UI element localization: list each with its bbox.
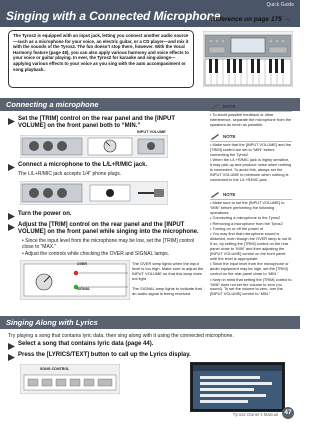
- section-title-singing: Singing Along with Lyrics: [6, 318, 98, 327]
- note-2-label: NOTE: [223, 134, 236, 139]
- note-3-item: • Connecting a microphone to the Tyros2: [210, 215, 281, 221]
- note-1-item: • To avoid possible feedback or other interference, separate the microphone from the speakers as much as possible.: [210, 112, 292, 127]
- note-pen-icon: [210, 191, 220, 198]
- step-4-marker-icon: [8, 224, 15, 231]
- note-3-item: • Removing a microphone from the Tyros2: [210, 220, 283, 226]
- note-2-item: • When the L/L+R/MIC jack is highly sensitive, it may pick up and produce noise when nothing is connected. To avoid this, always set the INPUT VOLUME to minimum when nothing is connected to the L/L+R/MIC jack.: [210, 157, 292, 182]
- keyboard-illustration: [203, 31, 293, 87]
- note-3-item: • Turning on or off the power of: [210, 226, 264, 232]
- step-5-text: Select a song that contains lyric data (page 44).: [18, 341, 154, 347]
- note-1-label: NOTE: [223, 104, 236, 109]
- step-2-marker-icon: [8, 164, 15, 171]
- note-1: [210, 103, 292, 128]
- over-lamp-label: OVER: [77, 262, 87, 266]
- note-pen-icon: [210, 103, 220, 110]
- input-volume-label: INPUT VOLUME: [137, 130, 166, 134]
- singing-intro: Try playing a song that contains lyric data, then sing along with it using the connected microphone.: [8, 333, 234, 339]
- section-title-connect: Connecting a microphone: [6, 100, 99, 109]
- note-3-body: [210, 201, 292, 297]
- step-4-text: Adjust the [TRIM] control on the rear panel and the [INPUT VOLUME] on the front panel while singing into the microphone.: [18, 222, 199, 235]
- song-control-panel: [20, 364, 120, 394]
- note-3-item: • Make sure to set the [INPUT VOLUME] to “MIN” before performing the following operations:: [210, 200, 285, 215]
- note-3: [210, 191, 292, 298]
- signal-lamp-label: SIGNAL: [77, 287, 91, 291]
- panel-illustration-2: [20, 181, 168, 205]
- step-6-text: Press the [LYRICS/TEXT] button to call up the Lyrics display.: [18, 352, 191, 358]
- over-lamp-description: The OVER lamp lights when the input level is too high. Make sure to adjust the INPUT VOLUME so that this lamp does not light.: [132, 261, 204, 281]
- step-3-text: Turn the power on.: [18, 211, 72, 217]
- step-4-bullet-2: • Adjust the controls while checking the OVER and SIGNAL lamps.: [22, 251, 170, 257]
- step-1-marker-icon: [8, 118, 15, 125]
- step-3-marker-icon: [8, 213, 15, 220]
- note-2-body: [210, 143, 292, 183]
- reference-link[interactable]: Reference on page 175 →: [210, 16, 290, 23]
- step-5-marker-icon: [8, 343, 15, 350]
- intro-box: The Tyros2 is equipped with an input jack, letting you connect another audio source—such as a microphone for your voice, an electric guitar, or a CD player—and mix it with the sounds of the Tyros2. The fun doesn’t stop there, however. With the Vocal Harmony feature (page 48), you can also apply various harmony and voice effects to your voice or guitar playing. In ever, the Tyros2 for karaoke and sing-alongs—applying various effects to your voice as you sing with the auto accompaniment or song playback.: [8, 30, 194, 88]
- step-2-text: Connect a microphone to the L/L+R/MIC jack.: [18, 162, 148, 168]
- step-6-marker-icon: [8, 354, 15, 361]
- page-title: Singing with a Connected Microphone: [6, 9, 221, 23]
- panel-illustration-1: [20, 135, 168, 158]
- note-2-item: • Make sure that the [INPUT VOLUME] and the [TRIM] control are set to “MIN” before connecting the Tyros2.: [210, 142, 292, 157]
- manual-name: Tyros2 Owner’s Manual: [232, 412, 278, 417]
- note-2: [210, 133, 292, 183]
- quick-guide-tag: Quick Guide: [266, 2, 294, 8]
- note-3-item: • You may find that microphone sound is distorted, even though the OVER lamp is not lit. If so, try setting the [TRIM] control on the rear panel close to “MIN” and then adjusting the [INPUT VOLUME] control on the front panel until the level is appropriate.: [210, 231, 292, 261]
- note-pen-icon: [210, 133, 220, 140]
- note-1-body: [210, 113, 292, 128]
- step-4-bullet-1: • Since the input level from the microphone may be low, set the [TRIM] control close to “MAX.”: [22, 238, 195, 251]
- signal-lamp-description: The SIGNAL lamp lights to indicate that an audio signal is being received.: [132, 286, 202, 296]
- step-2-sub: The L/L+R/MIC jack accepts 1/4" phone plugs.: [18, 171, 122, 177]
- section-singing: [0, 316, 300, 329]
- lyrics-display: [190, 362, 285, 412]
- note-3-label: NOTE: [223, 192, 236, 197]
- note-3-item: • Since the input level from the microphone or audio equipment may be high, set the [TRIM] control on the rear panel close to “MIN.”: [210, 261, 289, 277]
- page-number: 47: [282, 407, 294, 419]
- note-3-item: • Keep in mind that setting the [TRIM] control to “MIN” does not set the volume to zero (no sound). To set the volume to zero, turn the [INPUT VOLUME] control to “MIN.”: [210, 276, 292, 297]
- song-control-label: SONG CONTROL: [40, 367, 70, 371]
- step-1-text: Set the [TRIM] control on the rear panel and the [INPUT VOLUME] on the front panel both to “MIN.”: [18, 116, 176, 129]
- panel-illustration-3: [20, 260, 130, 300]
